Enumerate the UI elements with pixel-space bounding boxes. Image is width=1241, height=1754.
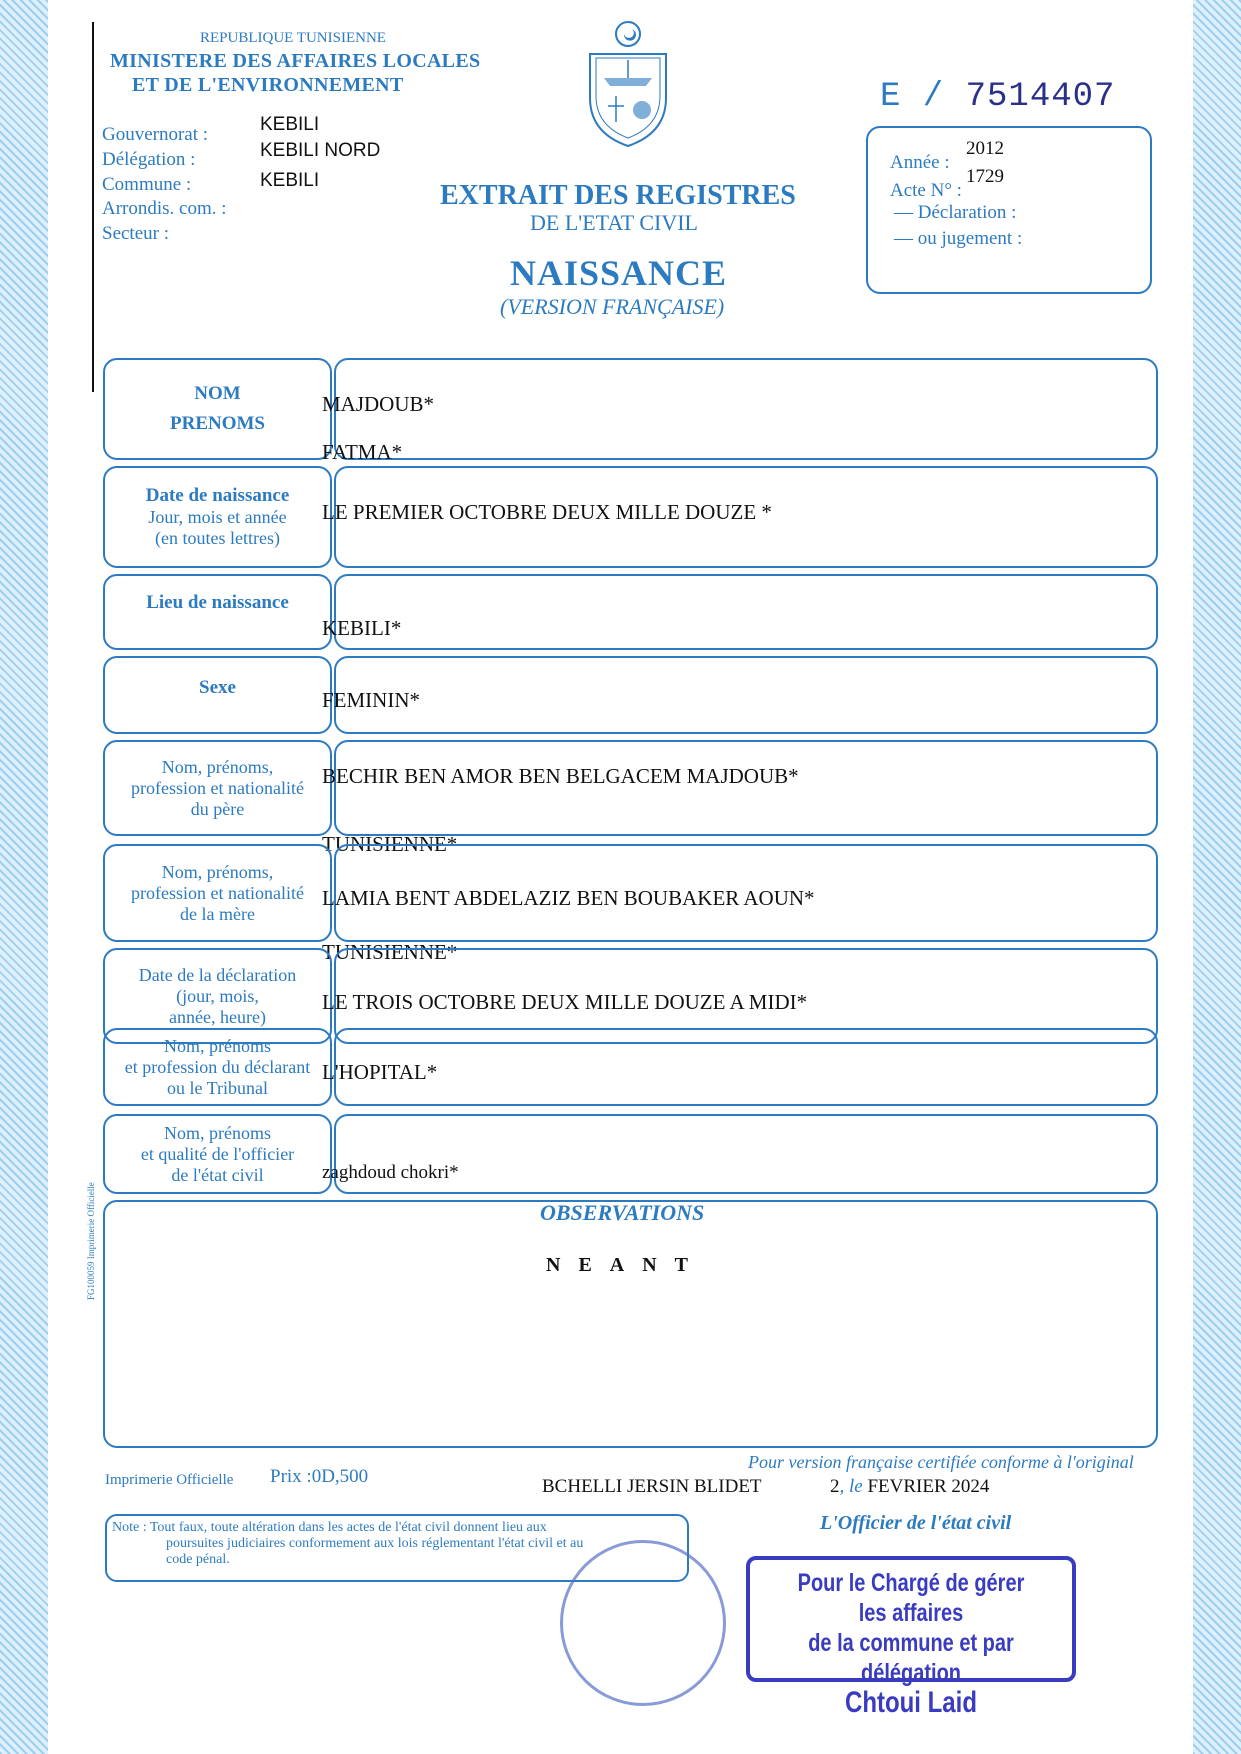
dob-sublabel2: (en toutes lettres): [155, 528, 280, 548]
mere-nationality: TUNISIENNE*: [322, 940, 458, 964]
imprimerie-label: Imprimerie Officielle: [105, 1472, 234, 1488]
observations-box: [103, 1200, 1158, 1448]
certification-text: Pour version française certifiée conforme à l'original: [748, 1452, 1134, 1472]
prenoms-label: PRENOMS: [170, 413, 265, 434]
margin-line: [92, 22, 94, 392]
official-stamp: [746, 1556, 1076, 1719]
security-border-right: [1193, 0, 1241, 1754]
nom-value: MAJDOUB*: [322, 392, 435, 416]
stamp-line2: de la commune et par délégation: [808, 1629, 1014, 1687]
security-border-left: [0, 0, 48, 1754]
stamp-line3: Chtoui Laid: [845, 1686, 977, 1719]
decl-label2: (jour, mois,: [176, 985, 259, 1006]
observations-title: OBSERVATIONS: [540, 1200, 705, 1225]
mere-label-cell: [103, 844, 332, 942]
officier-label2: et qualité de l'officier: [140, 1143, 295, 1164]
note-line3: code pénal.: [166, 1552, 230, 1567]
document-type: NAISSANCE: [510, 253, 728, 293]
commune-label: Commune :: [102, 174, 192, 195]
acte-number-label: Acte N° :: [890, 180, 962, 201]
officier-label-cell: [103, 1114, 332, 1194]
jugement-label: — ou jugement :: [894, 228, 1023, 249]
declarant-label-cell: [103, 1028, 332, 1106]
sexe-label-cell: [103, 656, 332, 734]
declarant-value: L'HOPITAL*: [322, 1060, 438, 1084]
round-stamp-icon: [560, 1540, 726, 1706]
observations-value: NEANT: [546, 1254, 707, 1276]
issue-day: 2: [830, 1476, 840, 1497]
declarant-label3: ou le Tribunal: [166, 1077, 268, 1098]
print-code: FG100059 Imprimerie Officielle: [86, 1182, 96, 1300]
delegation-label: Délégation :: [102, 149, 196, 170]
document-subtitle: DE L'ETAT CIVIL: [530, 210, 698, 235]
arrondissement-label: Arrondis. com. :: [102, 198, 227, 219]
serial-number: [880, 78, 1115, 116]
ministry-line1: MINISTERE DES AFFAIRES LOCALES: [110, 50, 481, 72]
pere-value: BECHIR BEN AMOR BEN BELGACEM MAJDOUB*: [322, 764, 799, 788]
mere-value: LAMIA BENT ABDELAZIZ BEN BOUBAKER AOUN*: [322, 886, 815, 910]
decl-label1: Date de la déclaration: [138, 964, 297, 985]
issue-date: [830, 1476, 989, 1498]
sexe-value-cell: [334, 656, 1158, 734]
officier-label3: de l'état civil: [171, 1164, 264, 1185]
document-title: EXTRAIT DES REGISTRES: [440, 180, 796, 211]
lieu-label: Lieu de naissance: [146, 592, 289, 613]
pere-nationality: TUNISIENNE*: [322, 832, 458, 856]
coat-of-arms-icon: [580, 18, 676, 148]
nom-prenoms-value-cell: [334, 358, 1158, 460]
lieu-value: KEBILI*: [322, 616, 402, 640]
pere-label2: profession et nationalité: [131, 777, 304, 798]
dob-label-cell: [103, 466, 332, 568]
issue-month-year: FEVRIER 2024: [867, 1476, 990, 1497]
serial-prefix: E /: [880, 78, 945, 116]
note-line1: Note : Tout faux, toute altération dans les actes de l'état civil donnent lieu aux: [112, 1520, 547, 1535]
dob-value: LE PREMIER OCTOBRE DEUX MILLE DOUZE *: [322, 500, 772, 524]
annee-label: Année :: [890, 152, 950, 173]
gouvernorat-label: Gouvernorat :: [102, 124, 209, 145]
decl-label3: année, heure): [169, 1006, 266, 1027]
officier-label1: Nom, prénoms: [164, 1122, 271, 1143]
nom-prenoms-label-cell: [103, 358, 332, 460]
mere-label3: de la mère: [180, 903, 255, 924]
declarant-label2: et profession du déclarant: [124, 1056, 311, 1077]
annee-value: 2012: [966, 138, 1004, 159]
mere-label1: Nom, prénoms,: [161, 861, 274, 882]
dob-sublabel: Jour, mois et année: [148, 507, 287, 527]
lieu-label-cell: [103, 574, 332, 650]
declaration-date-value: LE TROIS OCTOBRE DEUX MILLE DOUZE A MIDI*: [322, 990, 808, 1014]
lieu-value-cell: [334, 574, 1158, 650]
prix-label: Prix :0D,500: [270, 1466, 369, 1487]
officier-signature-label: L'Officier de l'état civil: [820, 1512, 1012, 1534]
prenom-value: FATMA*: [322, 440, 403, 464]
gouvernorat-value: KEBILI: [260, 114, 320, 135]
pere-label1: Nom, prénoms,: [161, 756, 274, 777]
dob-label: Date de naissance: [145, 485, 290, 506]
pere-label-cell: [103, 740, 332, 836]
declarant-label1: Nom, prénoms: [164, 1035, 271, 1056]
republic-label: REPUBLIQUE TUNISIENNE: [200, 30, 386, 46]
serial-value: 7514407: [965, 78, 1116, 116]
ministry-line2: ET DE L'ENVIRONNEMENT: [132, 74, 404, 96]
officier-value: zaghdoud chokri*: [322, 1162, 459, 1183]
acte-number-value: 1729: [966, 166, 1004, 187]
secteur-label: Secteur :: [102, 223, 170, 244]
sexe-value: FEMININ*: [322, 688, 420, 712]
mere-label2: profession et nationalité: [131, 882, 304, 903]
declaration-label: — Déclaration :: [894, 202, 1017, 223]
nom-label: NOM: [194, 383, 241, 404]
issue-place: BCHELLI JERSIN BLIDET: [542, 1476, 762, 1497]
issue-date-le: , le: [839, 1476, 863, 1497]
commune-value: KEBILI: [260, 170, 320, 191]
delegation-value: KEBILI NORD: [260, 140, 381, 161]
sexe-label: Sexe: [199, 677, 236, 698]
document-version: (VERSION FRANÇAISE): [500, 294, 725, 319]
stamp-line1: Pour le Chargé de gérer les affaires: [797, 1569, 1025, 1627]
declarant-value-cell: [334, 1028, 1158, 1106]
note-line2: poursuites judiciaires conformement aux lois réglementant l'état civil et au: [166, 1536, 584, 1551]
pere-label3: du père: [190, 798, 245, 819]
